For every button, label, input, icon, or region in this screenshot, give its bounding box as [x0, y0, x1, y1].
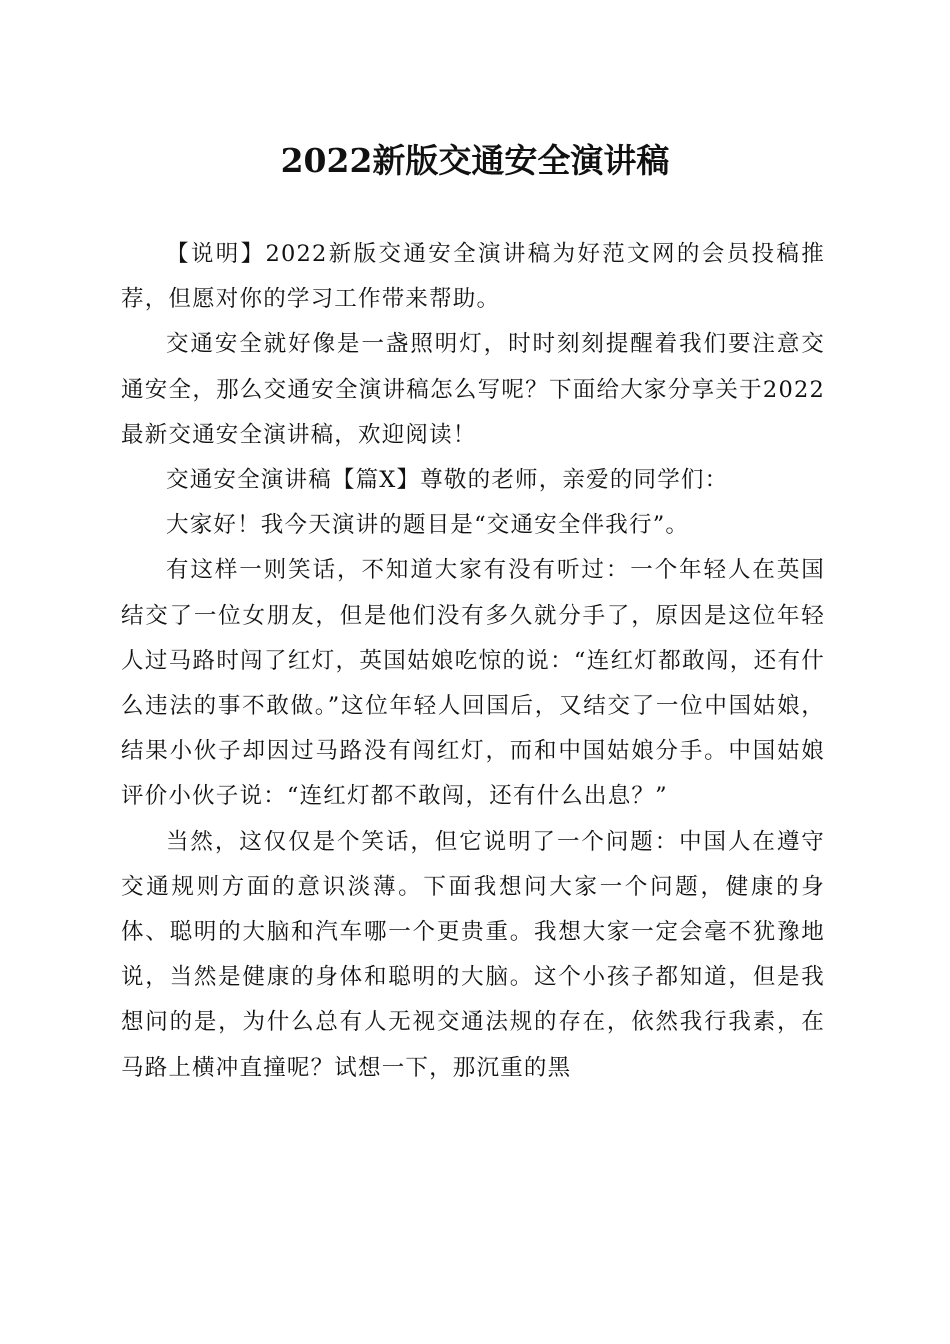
- paragraph-greeting: 大家好！我今天演讲的题目是“交通安全伴我行”。: [166, 512, 690, 539]
- paragraph-joke: 有这样一则笑话，不知道大家有没有听过：一个年轻人在英国结交了一位女朋友，但是他们没有多久就分手了，原因是这位年轻人过马路时闯了红灯，英国姑娘吃惊的说：“连红灯都敢闯，还有什么违法的事不敢做。”这位年轻人回国后，又结交了一位中国姑娘，结果小伙子却因过马路没有闯红灯，而和中国姑娘分手。中国姑娘评价小伙子说：“连红灯都不敢闯，还有什么出息？”: [121, 557, 825, 810]
- document-body: [121, 232, 825, 1091]
- paragraph-argument: 当然，这仅仅是个笑话，但它说明了一个问题：中国人在遵守交通规则方面的意识淡薄。下面我想问大家一个问题，健康的身体、聪明的大脑和汽车哪一个更贵重。我想大家一定会毫不犹豫地说，当然是健康的身体和聪明的大脑。这个小孩子都知道，但是我想问的是，为什么总有人无视交通法规的存在，依然我行我素，在马路上横冲直撞呢？试想一下，那沉重的黑: [121, 828, 825, 1081]
- document-title: 2022新版交通安全演讲稿: [280, 141, 670, 180]
- paragraph-note: 【说明】2022新版交通安全演讲稿为好范文网的会员投稿推荐，但愿对你的学习工作带来帮助。: [121, 241, 825, 313]
- paragraph-intro: 交通安全就好像是一盏照明灯，时时刻刻提醒着我们要注意交通安全，那么交通安全演讲稿怎么写呢？下面给大家分享关于2022最新交通安全演讲稿，欢迎阅读！: [121, 331, 825, 448]
- paragraph-salutation: 交通安全演讲稿【篇X】尊敬的老师，亲爱的同学们：: [166, 467, 729, 494]
